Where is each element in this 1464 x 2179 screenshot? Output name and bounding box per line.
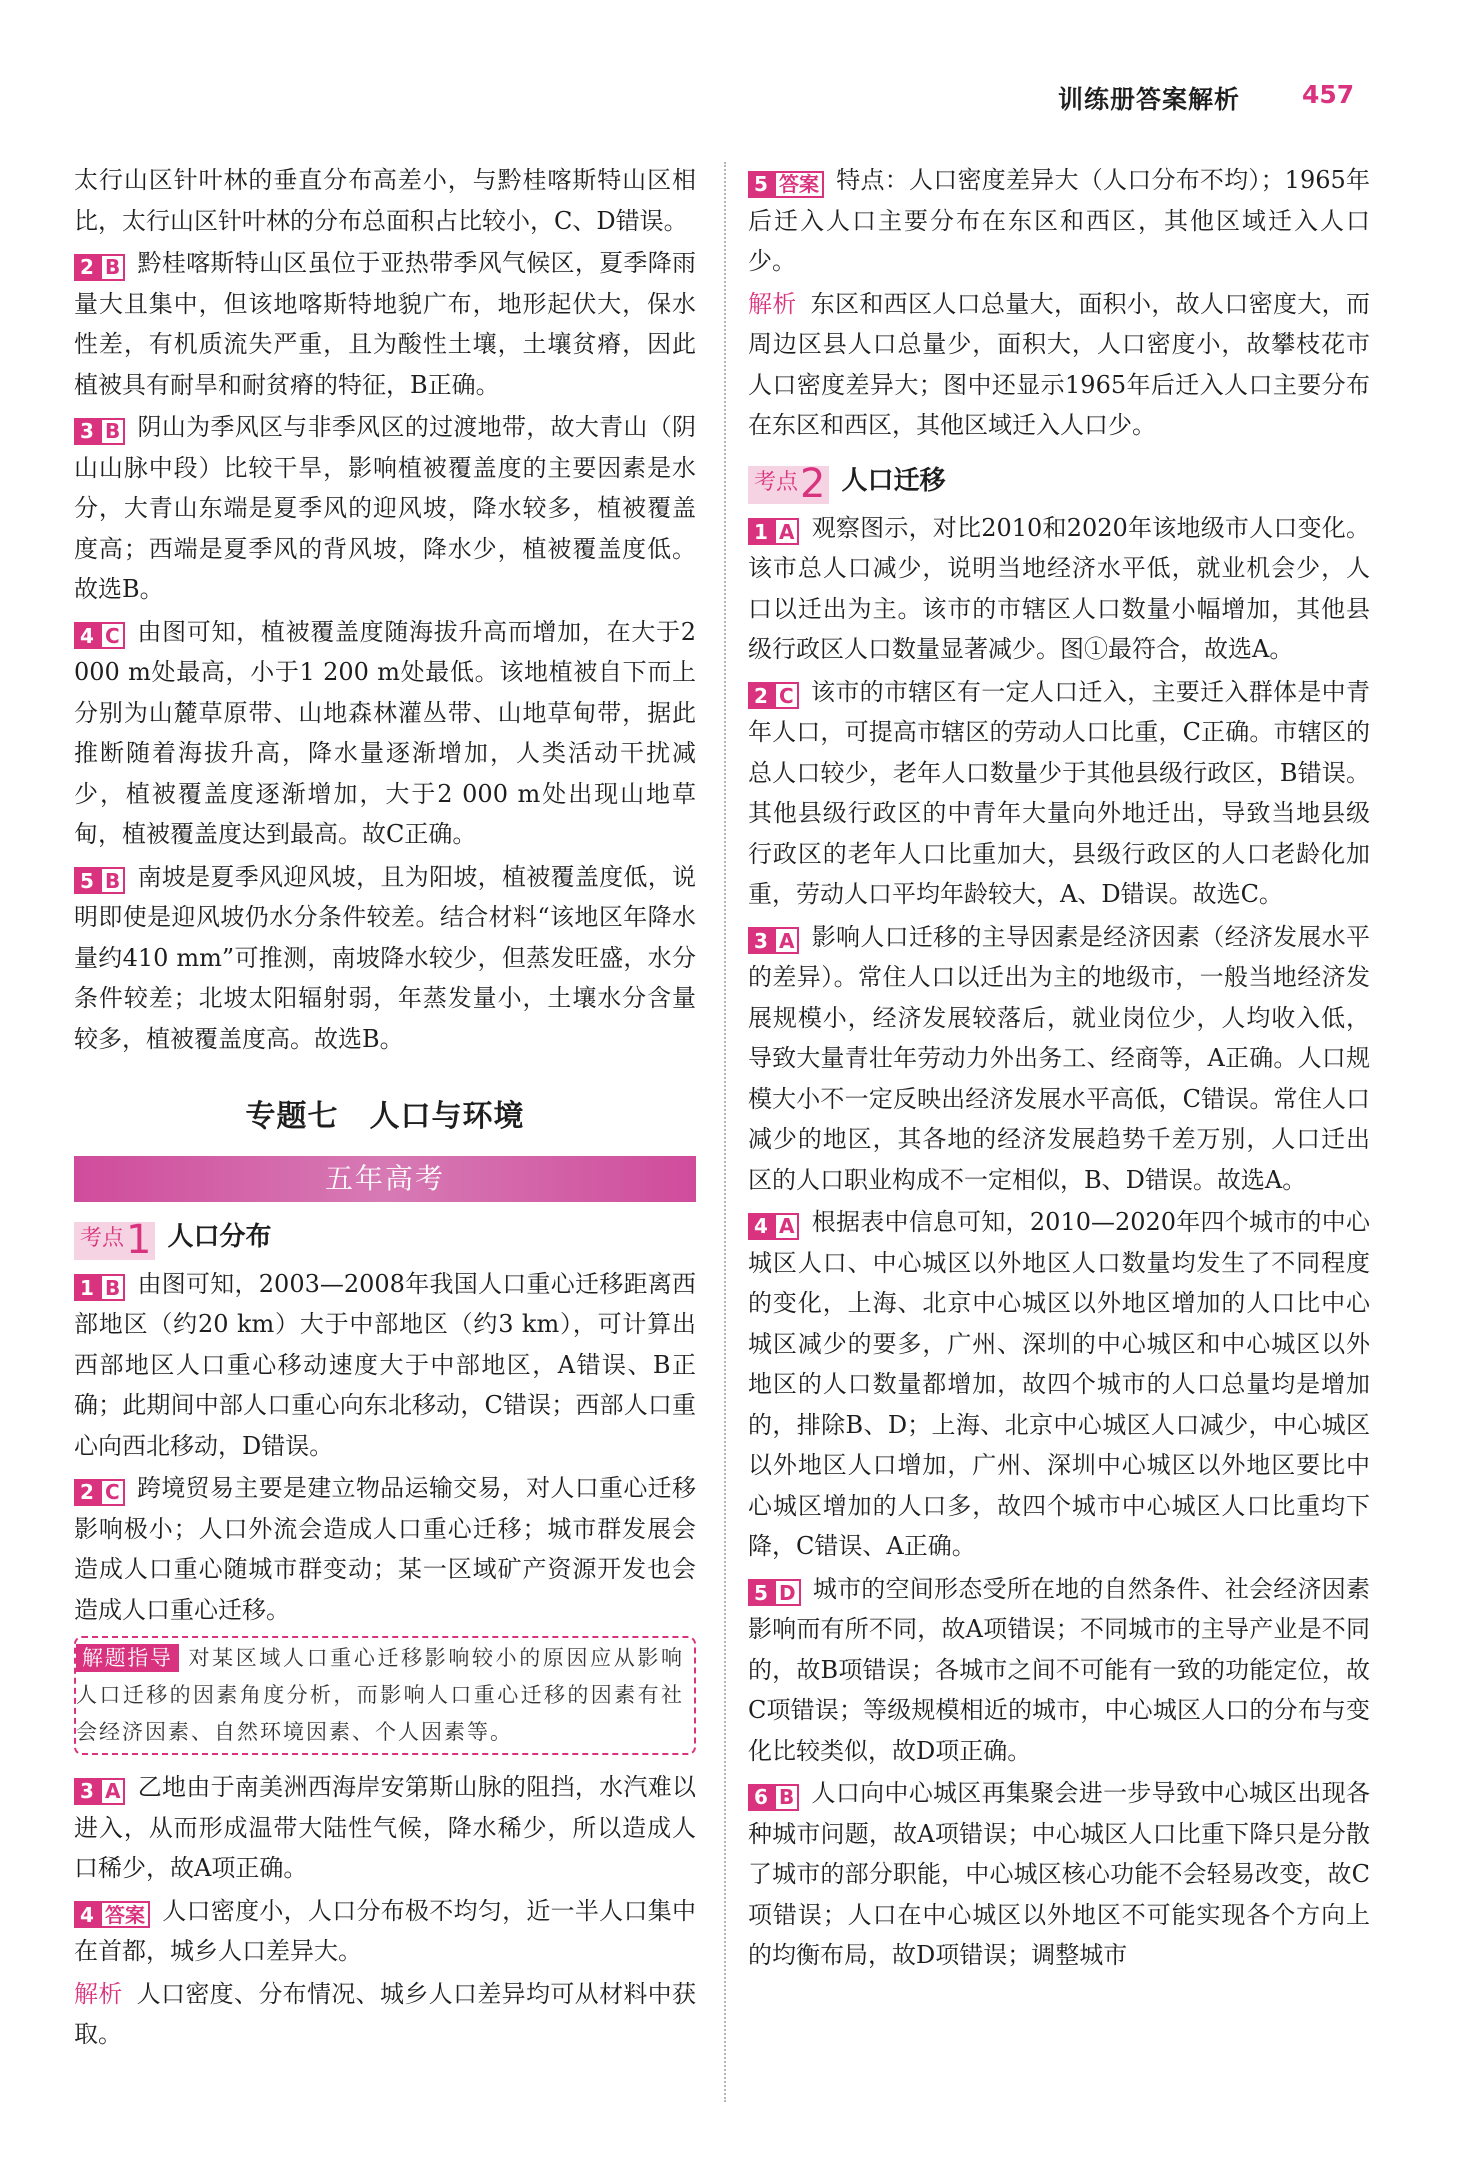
analysis-text: 东区和西区人口总量大，面积小，故人口密度大，而周边区县人口总量少，面积大，人口密度小，故攀枝花市人口密度差异大；图中还显示1965年后迁入人口主要分布在东区和西区，其他区域迁入人口少。 xyxy=(748,289,1371,439)
answer-text: 该市的市辖区有一定人口迁入，主要迁入群体是中青年人口，可提高市辖区的劳动人口比重，C正确。市辖区的总人口较少，老年人口数量少于其他县级行政区，B错误。其他县级行政区的中青年大量向外地迁出，导致当地县级行政区的老年人口比重加大，县级行政区的人口老龄化加重，劳动人口平均年龄较大，A、D错误。故选C。 xyxy=(748,677,1370,908)
answer-text: 黔桂喀斯特山区虽位于亚热带季风气候区，夏季降雨量大且集中，但该地喀斯特地貌广布，地形起伏大，保水性差，有机质流失严重，且为酸性土壤，土壤贫瘠，因此植被具有耐旱和耐贫瘠的特征，B正确。 xyxy=(74,249,696,399)
answer-letter: B xyxy=(100,418,125,445)
question-number: 5 xyxy=(74,867,100,894)
topic-title: 专题七 人口与环境 xyxy=(245,1099,525,1134)
kaodian-label: 考点 2 xyxy=(748,466,829,504)
question-badge xyxy=(74,867,125,894)
answer-letter: A xyxy=(100,1778,125,1805)
question-number: 3 xyxy=(748,927,774,954)
answer-text: 城市的空间形态受所在地的自然条件、社会经济因素影响而有所不同，故A项错误；不同城市的主导产业是不同的，故B项错误；各城市之间不可能有一致的功能定位，故C项错误；等级规模相近的城市，中心城区人口的分布与变化比较类似，故D项正确。 xyxy=(748,1574,1370,1765)
answer-letter: B xyxy=(100,1274,125,1301)
answer-text: 南坡是夏季风迎风坡，且为阳坡，植被覆盖度低，说明即使是迎风坡仍水分条件较差。结合材料“该地区年降水量约410 mm”可推测，南坡降水较少，但蒸发旺盛，水分条件较差；北坡太阳辐射弱，年蒸发量小，土壤水分含量较多，植被覆盖度高。故选B。 xyxy=(74,862,696,1053)
answer-letter: D xyxy=(774,1579,801,1606)
question-badge xyxy=(748,1579,801,1606)
analysis-tag: 解析 xyxy=(748,289,797,318)
question-number: 4 xyxy=(74,1901,100,1928)
answer-text: 阴山为季风区与非季风区的过渡地带，故大青山（阴山山脉中段）比较干旱，影响植被覆盖度的主要因素是水分，大青山东端是夏季风的迎风坡，降水较多，植被覆盖度高；西端是夏季风的背风坡，降水少，植被覆盖度低。故选B。 xyxy=(74,413,696,603)
question-number: 2 xyxy=(748,682,774,709)
answer-letter: B xyxy=(774,1784,799,1811)
question-number: 3 xyxy=(74,418,100,445)
question-badge xyxy=(74,622,125,649)
question-number: 3 xyxy=(74,1778,100,1805)
answer-item xyxy=(74,1891,696,1972)
answer-item xyxy=(748,1569,1370,1772)
answer-text: 特点：人口密度差异大（人口分布不均）；1965年后迁入人口主要分布在东区和西区，其他区域迁入人口少。 xyxy=(748,166,1370,275)
solution-guide-box xyxy=(74,1636,696,1755)
guide-text: 对某区域人口重心迁移影响较小的原因应从影响人口迁移的因素角度分析，而影响人口重心迁移的因素有社会经济因素、自然环境因素、个人因素等。 xyxy=(76,1646,684,1744)
analysis-paragraph xyxy=(74,1974,696,2055)
answer-item xyxy=(748,160,1370,282)
answer-text: 观察图示，对比2010和2020年该地级市人口变化。该市总人口减少，说明当地经济水平低，就业机会少，人口以迁出为主。该市的市辖区人口数量小幅增加，其他县级行政区人口数量显著减少。图①最符合，故选A。 xyxy=(748,513,1370,663)
question-number: 1 xyxy=(748,518,774,545)
kaodian-title: 人口迁移 xyxy=(841,466,946,496)
answer-text: 由图可知，植被覆盖度随海拔升高而增加，在大于2 000 m处最高，小于1 200 m处最低。该地植被自下而上分别为山麓草原带、山地森林灌丛带、山地草甸带，据此推断随着海拔升高，降水量逐渐增加，人类活动干扰减少，植被覆盖度逐渐增加，大于2 000 m处出现山地草甸，植被覆盖度达到最高。故C正确。 xyxy=(74,617,696,848)
answer-item xyxy=(74,857,696,1060)
answer-letter: 答案 xyxy=(100,1901,150,1928)
answer-text: 跨境贸易主要是建立物品运输交易，对人口重心迁移影响极小；人口外流会造成人口重心迁移；城市群发展会造成人口重心随城市群变动；某一区域矿产资源开发也会造成人口重心迁移。 xyxy=(74,1474,696,1624)
answer-item xyxy=(748,672,1370,915)
answer-item xyxy=(74,1767,696,1889)
answer-item xyxy=(748,508,1370,670)
question-badge xyxy=(74,1274,125,1301)
section-banner: 五年高考 xyxy=(74,1156,696,1202)
kaodian-number: 1 xyxy=(126,1216,152,1263)
question-badge xyxy=(74,1479,125,1506)
answer-letter: B xyxy=(100,254,125,281)
question-number: 5 xyxy=(748,171,774,198)
question-badge xyxy=(748,682,799,709)
answer-item xyxy=(74,407,696,610)
question-badge xyxy=(748,1784,799,1811)
answer-item xyxy=(74,612,696,855)
question-number: 5 xyxy=(748,1579,774,1606)
kaodian-heading xyxy=(748,460,1370,507)
kaodian-heading xyxy=(74,1216,696,1263)
question-number: 2 xyxy=(74,1479,100,1506)
answer-text: 影响人口迁移的主导因素是经济因素（经济发展水平的差异）。常住人口以迁出为主的地级市，一般当地经济发展规模小，经济发展较落后，就业岗位少，人均收入低，导致大量青壮年劳动力外出务工、经商等，A正确。人口规模大小不一定反映出经济发展水平高低，C错误。常住人口减少的地区，其各地的经济发展趋势千差万别，人口迁出区的人口职业构成不一定相似，B、D错误。故选A。 xyxy=(748,922,1370,1194)
answer-item xyxy=(748,917,1370,1201)
answer-item xyxy=(748,1773,1370,1976)
question-number: 1 xyxy=(74,1274,100,1301)
question-badge xyxy=(748,171,824,198)
analysis-text: 人口密度、分布情况、城乡人口差异均可从材料中获取。 xyxy=(74,1979,697,2048)
kaodian-title: 人口分布 xyxy=(167,1222,272,1252)
answer-text: 人口密度小，人口分布极不均匀，近一半人口集中在首都，城乡人口差异大。 xyxy=(74,1896,696,1965)
answer-letter: C xyxy=(774,682,799,709)
question-number: 4 xyxy=(74,622,100,649)
answer-text: 乙地由于南美洲西海岸安第斯山脉的阻挡，水汽难以进入，从而形成温带大陆性气候，降水稀少，所以造成人口稀少，故A项正确。 xyxy=(74,1773,696,1882)
kaodian-number: 2 xyxy=(800,460,826,507)
answer-letter: 答案 xyxy=(774,171,824,198)
left-column xyxy=(74,160,696,2057)
column-divider xyxy=(724,162,726,2102)
answer-letter: B xyxy=(100,867,125,894)
answer-item xyxy=(74,243,696,405)
analysis-paragraph xyxy=(748,284,1370,446)
answer-letter: A xyxy=(774,927,799,954)
question-badge xyxy=(748,1213,799,1240)
answer-item xyxy=(748,1202,1370,1567)
page-number: 457 xyxy=(1302,80,1355,109)
question-number: 2 xyxy=(74,254,100,281)
header-title: 训练册答案解析 xyxy=(1058,85,1241,114)
answer-letter: A xyxy=(774,1213,799,1240)
right-column xyxy=(748,160,1370,1978)
intro-paragraph: 太行山区针叶林的垂直分布高差小，与黔桂喀斯特山区相比，太行山区针叶林的分布总面积占比较小，C、D错误。 xyxy=(74,166,696,235)
answer-letter: C xyxy=(100,622,125,649)
question-badge xyxy=(74,1901,150,1928)
question-badge xyxy=(748,518,799,545)
question-badge xyxy=(74,254,125,281)
question-badge xyxy=(74,1778,125,1805)
question-badge xyxy=(748,927,799,954)
answer-item xyxy=(74,1468,696,1630)
answer-text: 由图可知，2003—2008年我国人口重心迁移距离西部地区（约20 km）大于中部地区（约3 km），可计算出西部地区人口重心移动速度大于中部地区，A错误、B正确；此期间中部人口重心向东北移动，C错误；西部人口重心向西北移动，D错误。 xyxy=(74,1269,696,1460)
answer-item xyxy=(74,1264,696,1467)
question-number: 4 xyxy=(748,1213,774,1240)
kaodian-label: 考点 1 xyxy=(74,1222,155,1260)
answer-text: 根据表中信息可知，2010—2020年四个城市的中心城区人口、中心城区以外地区人口数量均发生了不同程度的变化，上海、北京中心城区以外地区增加的人口比中心城区减少的要多，广州、深圳的中心城区和中心城区以外地区的人口数量都增加，故四个城市的人口总量均是增加的，排除B、D；上海、北京中心城区人口减少，中心城区以外地区人口增加，广州、深圳中心城区以外地区要比中心城区增加的人口多，故四个城市中心城区人口比重均下降，C错误、A正确。 xyxy=(748,1208,1370,1560)
question-badge xyxy=(74,418,125,445)
answer-letter: A xyxy=(774,518,799,545)
answer-letter: C xyxy=(100,1479,125,1506)
question-number: 6 xyxy=(748,1784,774,1811)
guide-tag: 解题指导 xyxy=(76,1644,179,1672)
analysis-tag: 解析 xyxy=(74,1979,123,2008)
answer-text: 人口向中心城区再集聚会进一步导致中心城区出现各种城市问题，故A项错误；中心城区人口比重下降只是分散了城市的部分职能，中心城区核心功能不会轻易改变，故C项错误；人口在中心城区以外地区不可能实现各个方向上的均衡布局，故D项错误；调整城市 xyxy=(748,1779,1370,1969)
